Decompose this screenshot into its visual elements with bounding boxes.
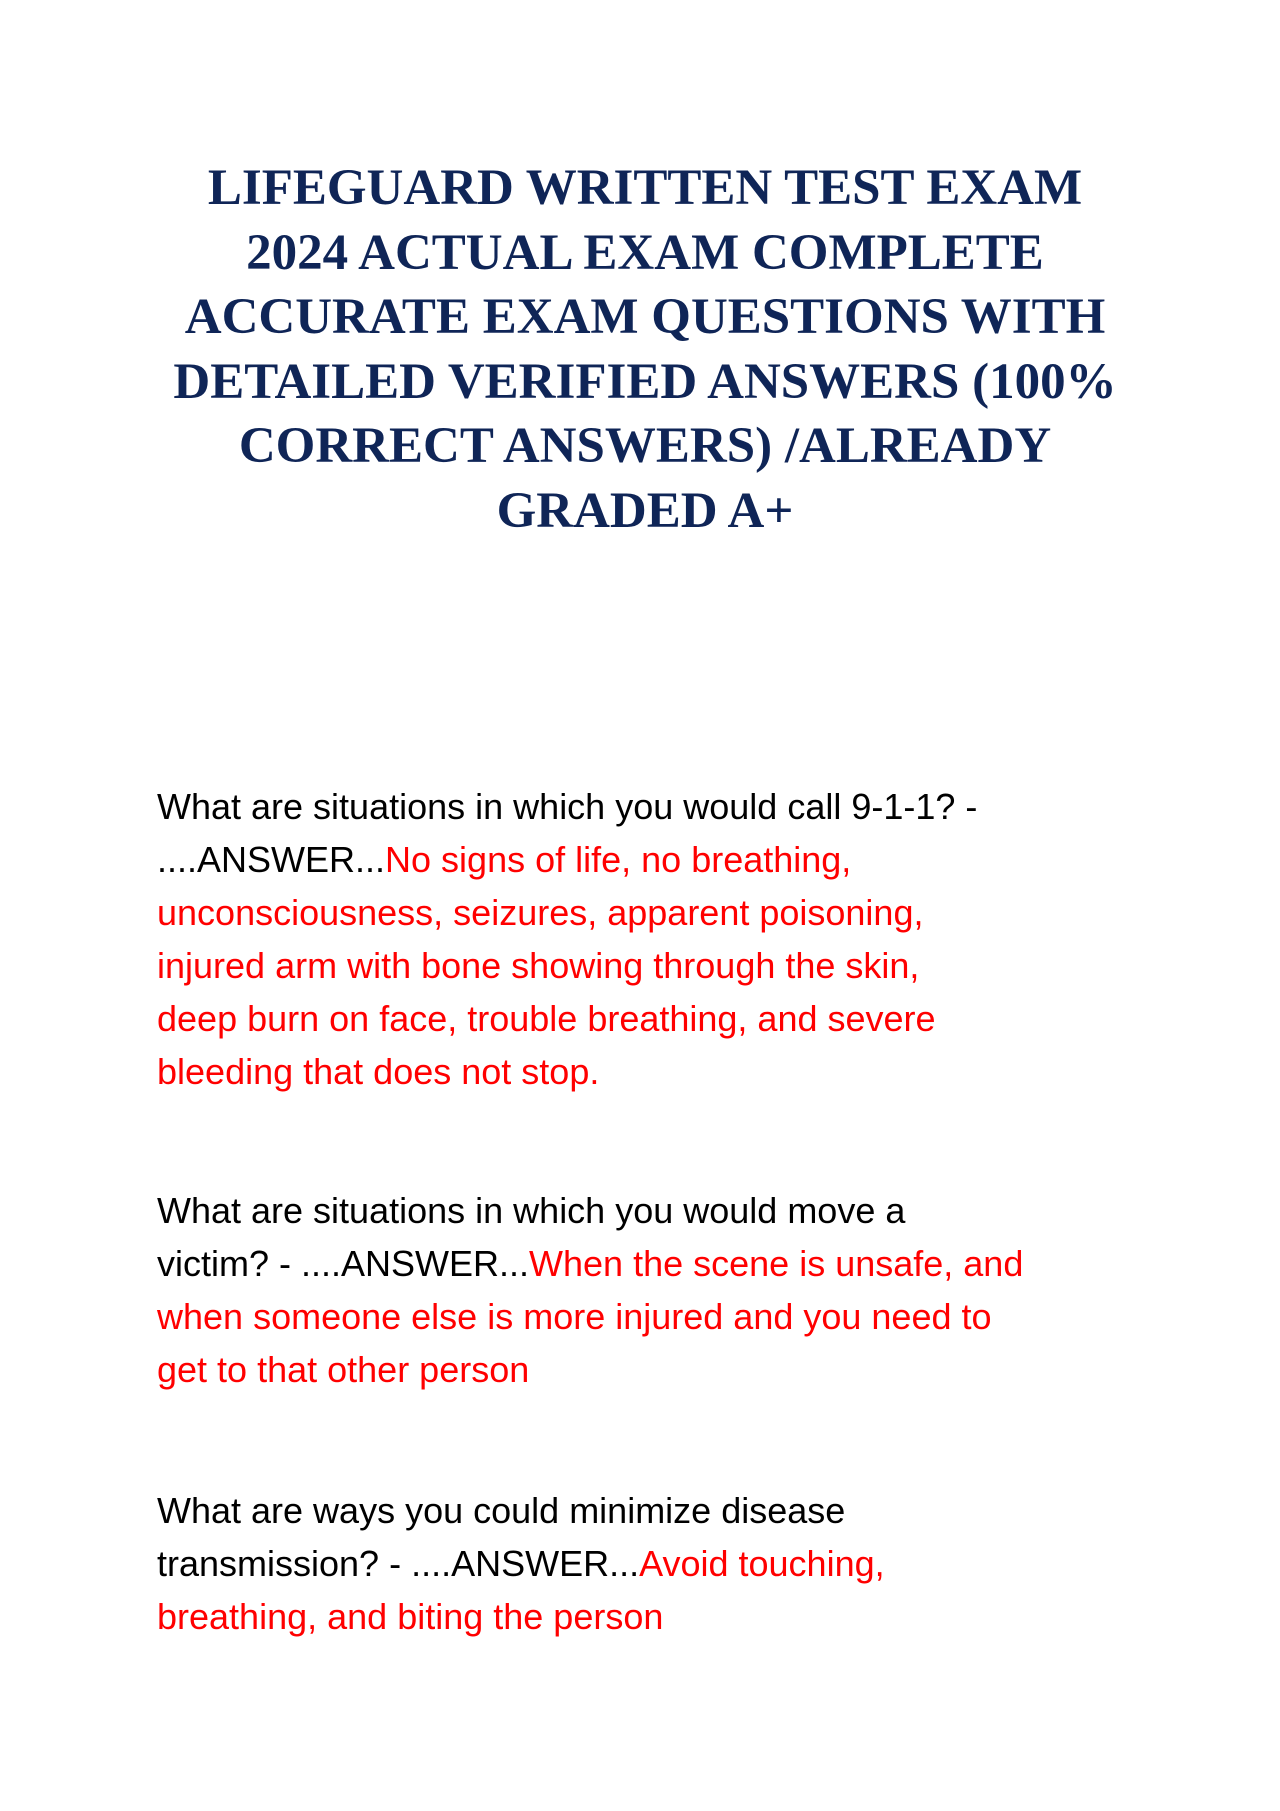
answer-text: injured arm with bone showing through the skin,: [157, 945, 920, 986]
title-line: GRADED A+: [496, 482, 794, 539]
title-line: LIFEGUARD WRITTEN TEST EXAM: [207, 160, 1083, 216]
text-line: [157, 1343, 1157, 1396]
question-text: What are ways you could minimize disease: [157, 1490, 846, 1531]
question-answer-block: [157, 1184, 1157, 1396]
answer-label: victim? - ....ANSWER...: [157, 1243, 530, 1284]
answer-text: get to that other person: [157, 1349, 530, 1390]
question-answer-block: [157, 780, 1157, 1098]
document-title: [0, 156, 1280, 544]
text-line: [157, 1590, 1157, 1643]
text-line: [157, 1184, 1157, 1237]
question-answer-block: [157, 1484, 1157, 1643]
title-line: DETAILED VERIFIED ANSWERS (100%: [173, 353, 1117, 410]
title-line: 2024 ACTUAL EXAM COMPLETE: [246, 224, 1044, 281]
title-line: CORRECT ANSWERS) /ALREADY: [238, 418, 1052, 475]
title-line: ACCURATE EXAM QUESTIONS WITH: [184, 289, 1106, 346]
text-line: [157, 1537, 1157, 1590]
answer-text: when someone else is more injured and you need to: [157, 1296, 992, 1337]
text-line: [157, 780, 1157, 833]
answer-text: breathing, and biting the person: [157, 1596, 664, 1637]
answer-text: unconsciousness, seizures, apparent poisoning,: [157, 892, 924, 933]
text-line: [157, 886, 1157, 939]
question-text: What are situations in which you would call 9-1-1? -: [157, 786, 978, 827]
answer-text: Avoid touching,: [639, 1543, 885, 1584]
answer-text: deep burn on face, trouble breathing, and severe: [157, 998, 936, 1039]
text-line: [157, 1045, 1157, 1098]
text-line: [157, 1237, 1157, 1290]
text-line: [157, 1484, 1157, 1537]
text-line: [157, 992, 1157, 1045]
answer-text: No signs of life, no breathing,: [385, 839, 852, 880]
question-text: What are situations in which you would move a: [157, 1190, 906, 1231]
answer-label: ....ANSWER...: [157, 839, 386, 880]
text-line: [157, 939, 1157, 992]
answer-label: transmission? - ....ANSWER...: [157, 1543, 640, 1584]
text-line: [157, 833, 1157, 886]
answer-text: bleeding that does not stop.: [157, 1051, 600, 1092]
answer-text: When the scene is unsafe, and: [529, 1243, 1024, 1284]
text-line: [157, 1290, 1157, 1343]
